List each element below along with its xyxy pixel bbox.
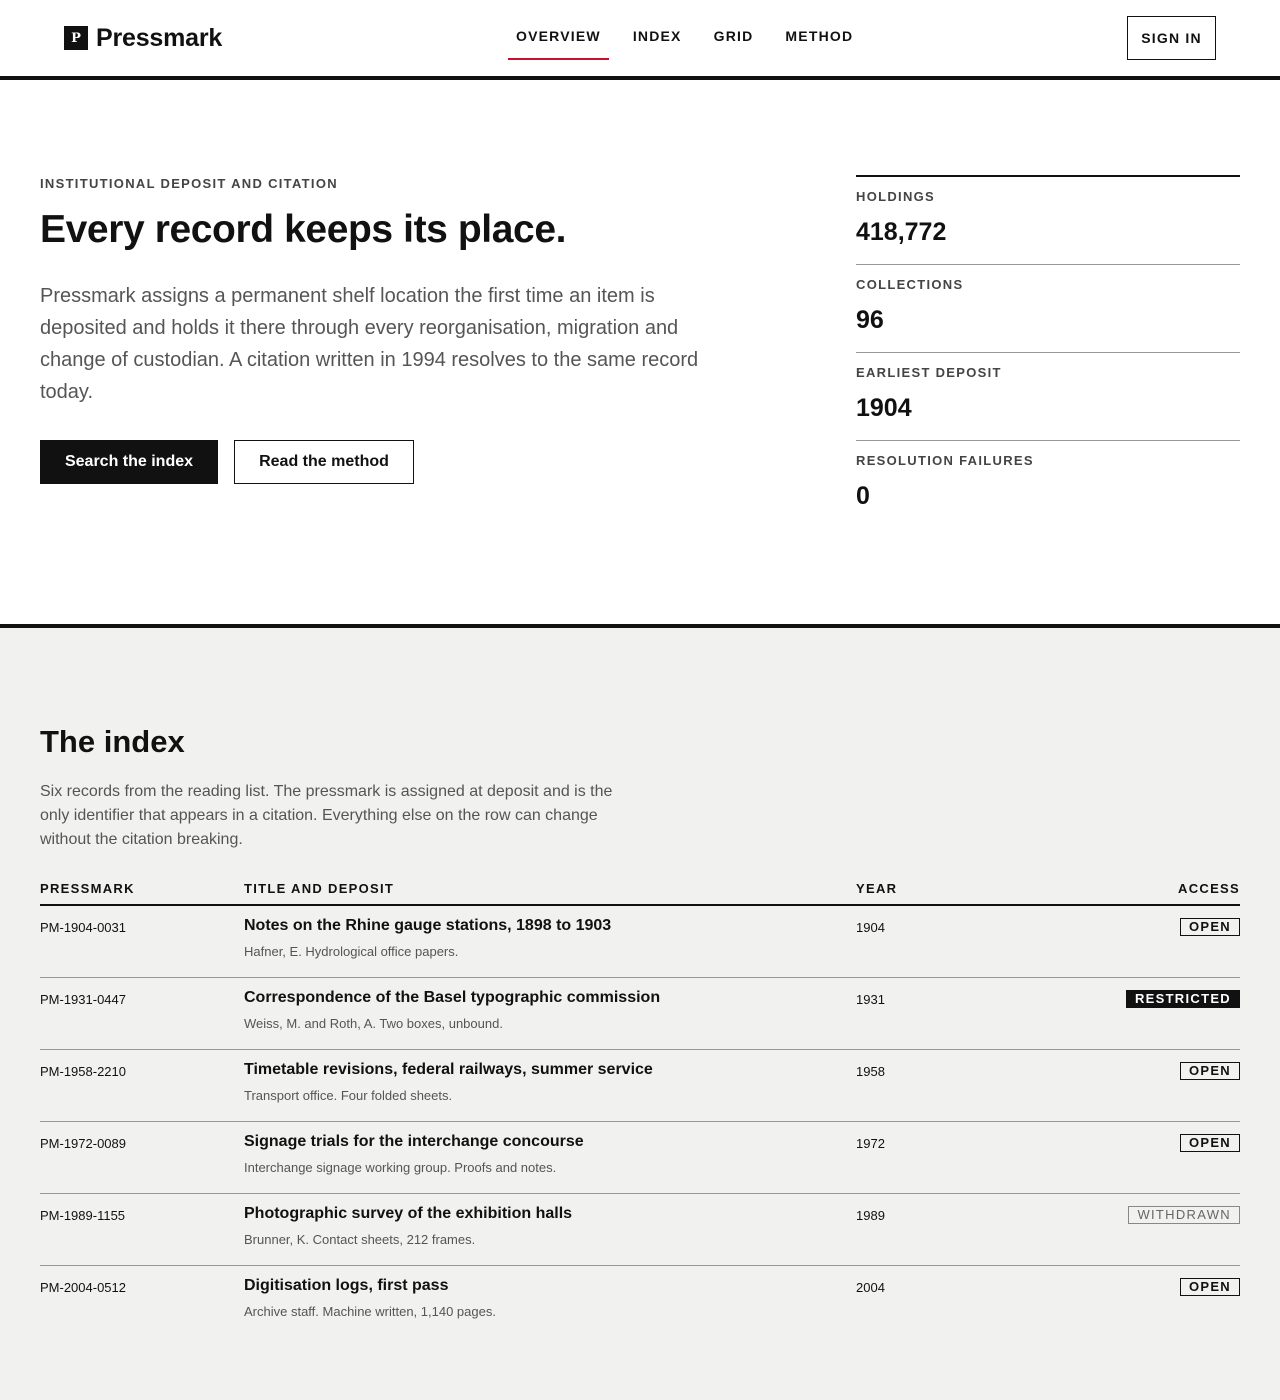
- deposit-note: Interchange signage working group. Proofs and notes.: [244, 1160, 557, 1175]
- access-badge: OPEN: [1180, 1134, 1240, 1152]
- year-cell: 1904: [856, 920, 885, 935]
- nav-grid[interactable]: GRID: [713, 28, 754, 44]
- main-nav: [508, 16, 877, 60]
- sign-in-button[interactable]: SIGN IN: [1127, 16, 1216, 60]
- read-method-button[interactable]: Read the method: [234, 440, 414, 484]
- hero-lede: Pressmark assigns a permanent shelf location the first time an item is deposited and holds it there through every reorganisation, migration and change of custodian. A citation written in 1994 resolves to the same record today.: [40, 285, 699, 403]
- column-header-pressmark: PRESSMARK: [40, 881, 135, 896]
- pressmark-cell: PM-1972-0089: [40, 1136, 126, 1151]
- brand-name: Pressmark: [96, 23, 223, 52]
- table-row[interactable]: [40, 978, 1240, 1050]
- stat-earliest-deposit: [856, 353, 1240, 441]
- stats-panel: [856, 175, 1240, 529]
- year-cell: 1931: [856, 992, 885, 1007]
- stat-value: 1904: [856, 394, 912, 422]
- access-badge: WITHDRAWN: [1128, 1206, 1240, 1224]
- stat-value: 96: [856, 306, 884, 334]
- record-title-link[interactable]: Signage trials for the interchange concourse: [244, 1133, 584, 1150]
- access-badge: OPEN: [1180, 1278, 1240, 1296]
- pressmark-cell: PM-1904-0031: [40, 920, 126, 935]
- column-header-access: ACCESS: [1178, 881, 1240, 896]
- table-row[interactable]: [40, 906, 1240, 978]
- nav-overview[interactable]: OVERVIEW: [508, 16, 609, 60]
- index-title: The index: [40, 724, 185, 759]
- access-badge: OPEN: [1180, 918, 1240, 936]
- nav-method[interactable]: METHOD: [785, 28, 854, 44]
- table-row[interactable]: [40, 1266, 1240, 1338]
- record-title-link[interactable]: Correspondence of the Basel typographic commission: [244, 989, 661, 1006]
- year-cell: 1958: [856, 1064, 885, 1079]
- table-row[interactable]: [40, 1050, 1240, 1122]
- stat-resolution-failures: [856, 441, 1240, 529]
- nav-index[interactable]: INDEX: [632, 28, 682, 44]
- index-lede: Six records from the reading list. The pressmark is assigned at deposit and is the only identifier that appears in a citation. Everything else on the row can change without the citation breaking.: [40, 783, 613, 848]
- hero-eyebrow: INSTITUTIONAL DEPOSIT AND CITATION: [40, 176, 338, 191]
- table-row[interactable]: [40, 1194, 1240, 1266]
- index-section: [0, 624, 1280, 1400]
- column-header-year: YEAR: [856, 881, 898, 896]
- stat-label: RESOLUTION FAILURES: [856, 453, 1034, 468]
- deposit-note: Brunner, K. Contact sheets, 212 frames.: [244, 1232, 476, 1247]
- brand-logo[interactable]: [64, 23, 223, 52]
- stat-collections: [856, 265, 1240, 353]
- hero-section: [0, 80, 1280, 624]
- deposit-note: Hafner, E. Hydrological office papers.: [244, 944, 459, 959]
- record-title-link[interactable]: Timetable revisions, federal railways, summer service: [244, 1061, 653, 1078]
- pressmark-cell: PM-1989-1155: [40, 1208, 126, 1223]
- table-row[interactable]: [40, 1122, 1240, 1194]
- pressmark-cell: PM-1931-0447: [40, 992, 126, 1007]
- stat-holdings: [856, 177, 1240, 265]
- stat-label: HOLDINGS: [856, 189, 936, 204]
- index-table: [40, 878, 1240, 1338]
- stat-value: 418,772: [856, 218, 947, 246]
- year-cell: 1972: [856, 1136, 885, 1151]
- brand-mark-icon: P: [64, 26, 88, 50]
- stat-label: EARLIEST DEPOSIT: [856, 365, 1002, 380]
- record-title-link[interactable]: Notes on the Rhine gauge stations, 1898 to 1903: [244, 917, 612, 934]
- record-title-link[interactable]: Photographic survey of the exhibition halls: [244, 1205, 573, 1222]
- deposit-note: Archive staff. Machine written, 1,140 pages.: [244, 1304, 496, 1319]
- deposit-note: Weiss, M. and Roth, A. Two boxes, unbound.: [244, 1016, 503, 1031]
- pressmark-cell: PM-2004-0512: [40, 1280, 126, 1295]
- hero-title: Every record keeps its place.: [40, 208, 567, 251]
- top-bar: [0, 0, 1280, 80]
- year-cell: 1989: [856, 1208, 885, 1223]
- deposit-note: Transport office. Four folded sheets.: [244, 1088, 453, 1103]
- access-badge: OPEN: [1180, 1062, 1240, 1080]
- search-index-button[interactable]: Search the index: [40, 440, 218, 484]
- column-header-title: TITLE AND DEPOSIT: [244, 881, 395, 896]
- access-badge: RESTRICTED: [1126, 990, 1240, 1008]
- record-title-link[interactable]: Digitisation logs, first pass: [244, 1277, 449, 1294]
- table-header: [40, 878, 1240, 906]
- pressmark-cell: PM-1958-2210: [40, 1064, 126, 1079]
- stat-label: COLLECTIONS: [856, 277, 964, 292]
- year-cell: 2004: [856, 1280, 885, 1295]
- stat-value: 0: [856, 482, 870, 510]
